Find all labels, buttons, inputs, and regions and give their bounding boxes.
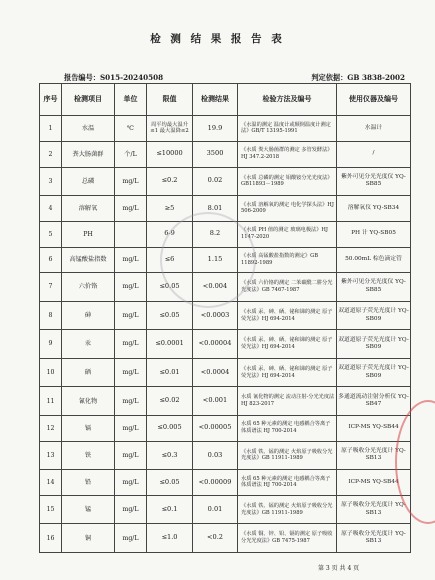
cell-method: 《水质 铜、锌、铅、镉的测定 原子吸收分光光度法》GB 7475-1987 xyxy=(238,524,337,553)
cell-limit: ≤0.005 xyxy=(147,415,193,441)
cell-limit: ≤1.0 xyxy=(147,524,193,553)
table-row xyxy=(40,273,411,302)
cell-item: 铁 xyxy=(62,441,115,470)
cell-method: 《水质 高锰酸盐指数的测定》GB 11892-1989 xyxy=(238,247,337,273)
cell-instrument: 双道道原子荧光光度计 YQ-SB09 xyxy=(337,301,411,330)
cell-no: 8 xyxy=(40,301,62,330)
cell-item: 氰化物 xyxy=(62,387,115,416)
cell-no: 6 xyxy=(40,247,62,273)
cell-item: 镉 xyxy=(62,415,115,441)
cell-item: 高锰酸盐指数 xyxy=(62,247,115,273)
page-footer: 第 3 页 共 4 页 xyxy=(318,565,360,572)
table-row xyxy=(40,167,411,196)
header-result: 检测结果 xyxy=(193,84,238,116)
cell-unit: mg/L xyxy=(115,415,147,441)
header-unit: 单位 xyxy=(115,84,147,116)
cell-method: 《水温的测定 温度计或颠倒温度计测定法》GB/T 13195-1991 xyxy=(238,116,337,142)
cell-no: 14 xyxy=(40,470,62,496)
header-method: 检验方法及编号 xyxy=(238,84,337,116)
table-row xyxy=(40,441,411,470)
cell-unit: mg/L xyxy=(115,273,147,302)
report-number: 报告编号：S015-20240508 xyxy=(64,73,164,82)
cell-limit: 6-9 xyxy=(147,221,193,247)
cell-no: 1 xyxy=(40,116,62,142)
table-row xyxy=(40,247,411,273)
cell-result: <0.2 xyxy=(193,524,238,553)
table-row xyxy=(40,524,411,553)
cell-instrument: 原子吸收分光光度计 YQ-SB13 xyxy=(337,524,411,553)
table-row xyxy=(40,221,411,247)
cell-item: 粪大肠菌群 xyxy=(62,141,115,167)
cell-method: 《水质 溶解氧的测定 电化学探头法》HJ 506-2009 xyxy=(238,196,337,222)
cell-method: 《水质 铁、锰的测定 火焰原子吸收分光光度法》GB 11911-1989 xyxy=(238,441,337,470)
cell-item: 汞 xyxy=(62,330,115,359)
table-row xyxy=(40,387,411,416)
cell-limit: ≤0.0001 xyxy=(147,330,193,359)
cell-result: <0.0004 xyxy=(193,358,238,387)
cell-no: 10 xyxy=(40,358,62,387)
cell-no: 4 xyxy=(40,196,62,222)
cell-instrument: 紫外可见分光光度仪 YQ-SB85 xyxy=(337,167,411,196)
cell-unit xyxy=(115,221,147,247)
cell-item: 溶解氧 xyxy=(62,196,115,222)
cell-result: 0.02 xyxy=(193,167,238,196)
cell-limit: ≤6 xyxy=(147,247,193,273)
report-meta xyxy=(64,73,405,83)
cell-method: 水质 65 种元素的测定 电感耦合等离子体质谱法 HJ 700-2014 xyxy=(238,470,337,496)
cell-item: 硒 xyxy=(62,358,115,387)
cell-result: 0.01 xyxy=(193,495,238,524)
cell-unit: mg/L xyxy=(115,524,147,553)
cell-no: 15 xyxy=(40,495,62,524)
cell-item: 六价铬 xyxy=(62,273,115,302)
judgement-basis: 判定依据：GB 3838-2002 xyxy=(311,73,405,82)
cell-limit: ≥5 xyxy=(147,196,193,222)
table-row xyxy=(40,495,411,524)
header-item: 检测项目 xyxy=(62,84,115,116)
cell-result: 1.15 xyxy=(193,247,238,273)
cell-result: <0.00004 xyxy=(193,330,238,359)
cell-instrument: 多通道流动注射分析仪 YQ-SB47 xyxy=(337,387,411,416)
cell-no: 3 xyxy=(40,167,62,196)
cell-unit: mg/L xyxy=(115,167,147,196)
cell-instrument: 溶解氧仪 YQ-SB34 xyxy=(337,196,411,222)
cell-no: 11 xyxy=(40,387,62,416)
cell-unit: mg/L xyxy=(115,470,147,496)
cell-limit: ≤0.05 xyxy=(147,273,193,302)
cell-instrument: 原子吸收分光光度计 YQ-SB13 xyxy=(337,441,411,470)
cell-limit: ≤0.3 xyxy=(147,441,193,470)
cell-instrument: 双道道原子荧光光度计 YQ-SB09 xyxy=(337,330,411,359)
cell-limit: ≤0.05 xyxy=(147,301,193,330)
cell-result: <0.00009 xyxy=(193,470,238,496)
cell-item: 铜 xyxy=(62,524,115,553)
cell-limit: 周平均最大温升≤1 最大温降≤2 xyxy=(147,116,193,142)
cell-item: 总磷 xyxy=(62,167,115,196)
cell-method: 《水质 总磷的测定 钼酸铵分光光度法》GB11893－1989 xyxy=(238,167,337,196)
cell-item: 铅 xyxy=(62,470,115,496)
cell-result: <0.001 xyxy=(193,387,238,416)
cell-method: 《水质 铁、锰的测定 火焰原子吸收分光光度法》GB 11911-1989 xyxy=(238,495,337,524)
cell-method: 《水质 汞、砷、硒、铋和锑的测定 原子荧光法》HJ 694-2014 xyxy=(238,358,337,387)
cell-instrument: 紫外可见分光光度仪 YQ-SB85 xyxy=(337,273,411,302)
cell-result: <0.0003 xyxy=(193,301,238,330)
cell-unit: mg/L xyxy=(115,330,147,359)
header-instrument: 使用仪器及编号 xyxy=(337,84,411,116)
cell-instrument: ICP-MS YQ-SB44 xyxy=(337,470,411,496)
results-table xyxy=(39,83,411,553)
table-row xyxy=(40,358,411,387)
cell-no: 13 xyxy=(40,441,62,470)
cell-item: 砷 xyxy=(62,301,115,330)
cell-limit: ≤0.2 xyxy=(147,167,193,196)
cell-no: 16 xyxy=(40,524,62,553)
cell-unit: ℃ xyxy=(115,116,147,142)
cell-unit: mg/L xyxy=(115,247,147,273)
table-row xyxy=(40,116,411,142)
cell-unit: mg/L xyxy=(115,441,147,470)
cell-limit: ≤0.01 xyxy=(147,358,193,387)
cell-instrument: PH 计 YQ-SB05 xyxy=(337,221,411,247)
cell-limit: ≤0.05 xyxy=(147,470,193,496)
table-row xyxy=(40,415,411,441)
cell-method: 水质 65 种元素的测定 电感耦合等离子体质谱法 HJ 700-2014 xyxy=(238,415,337,441)
cell-item: PH xyxy=(62,221,115,247)
cell-limit: ≤10000 xyxy=(147,141,193,167)
cell-instrument: 50.00mL 棕色滴定管 xyxy=(337,247,411,273)
cell-method: 《水质 粪大肠菌群的测定 多管发酵法》HJ 347.2-2018 xyxy=(238,141,337,167)
cell-result: <0.004 xyxy=(193,273,238,302)
table-header-row xyxy=(40,84,411,116)
cell-instrument: 双道道原子荧光光度计 YQ-SB09 xyxy=(337,358,411,387)
cell-unit: mg/L xyxy=(115,196,147,222)
table-row xyxy=(40,330,411,359)
table-row xyxy=(40,196,411,222)
table-row xyxy=(40,301,411,330)
table-row xyxy=(40,470,411,496)
cell-limit: ≤0.02 xyxy=(147,387,193,416)
cell-method: 《水质 汞、砷、硒、铋和锑的测定 原子荧光法》HJ 694-2014 xyxy=(238,301,337,330)
cell-limit: ≤0.1 xyxy=(147,495,193,524)
header-no: 序号 xyxy=(40,84,62,116)
cell-method: 《水质 PH 值的测定 玻璃电极法》HJ 1147-2020 xyxy=(238,221,337,247)
cell-item: 水温 xyxy=(62,116,115,142)
header-limit: 限值 xyxy=(147,84,193,116)
cell-no: 2 xyxy=(40,141,62,167)
cell-no: 7 xyxy=(40,273,62,302)
cell-result: 19.9 xyxy=(193,116,238,142)
cell-result: 3500 xyxy=(193,141,238,167)
cell-instrument: 原子吸收分光光度计 YQ-SB13 xyxy=(337,495,411,524)
cell-instrument: / xyxy=(337,141,411,167)
cell-unit: 个/L xyxy=(115,141,147,167)
cell-result: 8.2 xyxy=(193,221,238,247)
cell-result: <0.00005 xyxy=(193,415,238,441)
report-title: 检 测 结 果 报 告 表 xyxy=(150,33,285,45)
table-body xyxy=(40,116,411,553)
cell-unit: mg/L xyxy=(115,387,147,416)
cell-no: 5 xyxy=(40,221,62,247)
cell-method: 《水质 汞、砷、硒、铋和锑的测定 原子荧光法》HJ 694-2014 xyxy=(238,330,337,359)
cell-result: 0.03 xyxy=(193,441,238,470)
cell-item: 锰 xyxy=(62,495,115,524)
cell-unit: mg/L xyxy=(115,495,147,524)
cell-no: 12 xyxy=(40,415,62,441)
cell-method: 《水质 六价铬的测定 二苯碳酰二肼分光光度法》GB 7467-1987 xyxy=(238,273,337,302)
cell-no: 9 xyxy=(40,330,62,359)
cell-instrument: ICP-MS YQ-SB44 xyxy=(337,415,411,441)
cell-unit: mg/L xyxy=(115,301,147,330)
cell-result: 8.01 xyxy=(193,196,238,222)
cell-method: 水质 氰化物的测定 流动注射-分光光度法 HJ 823-2017 xyxy=(238,387,337,416)
cell-instrument: 水温计 xyxy=(337,116,411,142)
table-row xyxy=(40,141,411,167)
cell-unit: mg/L xyxy=(115,358,147,387)
